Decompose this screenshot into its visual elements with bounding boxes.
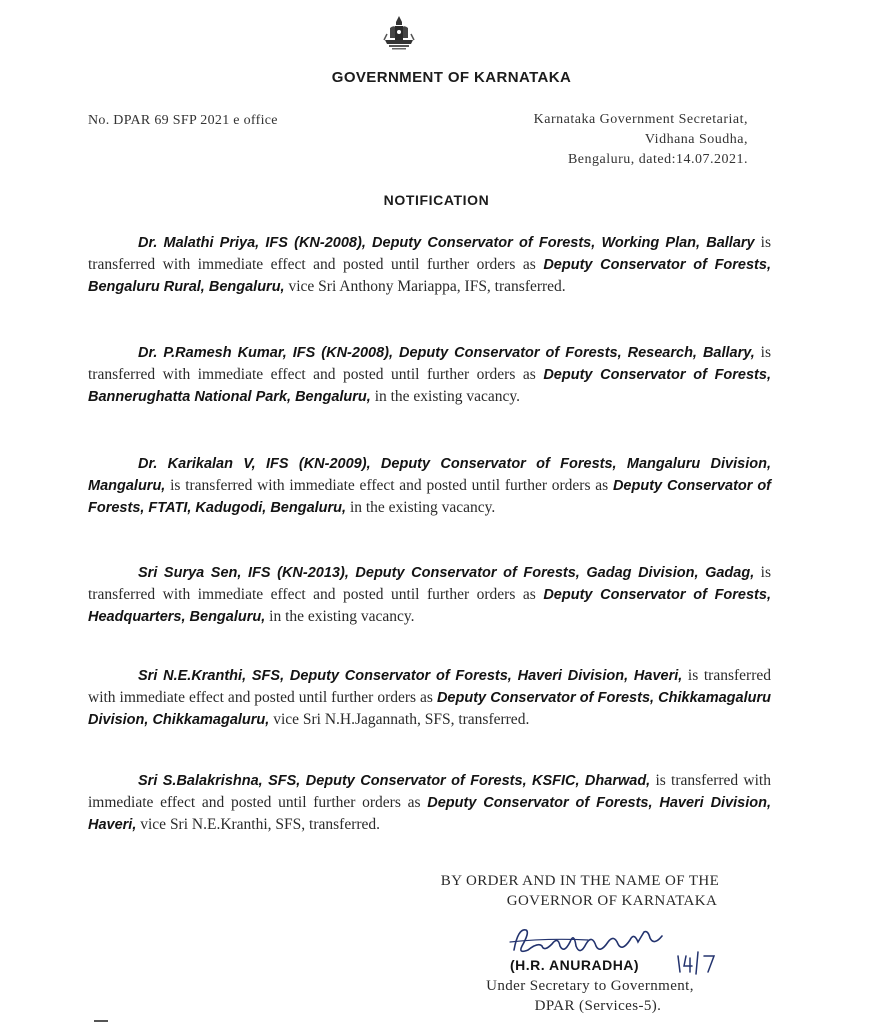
posting-details: Deputy Conservator of Forests, Headquarters, Bengaluru, [88, 587, 771, 625]
reference-number: No. DPAR 69 SFP 2021 e office [88, 113, 278, 128]
paragraph-text: is transferred with immediate effect and posted until further orders as [88, 772, 771, 811]
karnataka-state-emblem-icon [379, 14, 419, 52]
paragraph-text: vice Sri Anthony Mariappa, IFS, transferred. [284, 278, 566, 295]
officer-details: Dr. Malathi Priya, IFS (KN-2008), Deputy Conservator of Forests, Working Plan, Ballary [138, 235, 755, 251]
posting-details: Deputy Conservator of Forests, FTATI, Kadugodi, Bengaluru, [88, 478, 771, 516]
address-line: Vidhana Soudha, [644, 132, 748, 147]
signatory-name: (H.R. ANURADHA) [510, 957, 640, 973]
paragraph-text: is transferred with immediate effect and posted until further orders as [165, 477, 613, 494]
posting-details: Deputy Conservator of Forests, Bengaluru Rural, Bengaluru, [88, 257, 771, 295]
government-heading: GOVERNMENT OF KARNATAKA [331, 69, 572, 86]
paragraph-text: vice Sri N.H.Jagannath, SFS, transferred. [269, 711, 530, 728]
paragraph-text: in the existing vacancy. [265, 608, 415, 625]
paragraph-text: is transferred with immediate effect and posted until further orders as [88, 344, 771, 383]
handwritten-date-icon [674, 950, 722, 976]
posting-details: Deputy Conservator of Forests, Chikkamagaluru Division, Chikkamagaluru, [88, 690, 771, 728]
notification-title: NOTIFICATION [383, 192, 490, 208]
address-line: Bengaluru, dated:14.07.2021. [567, 152, 748, 167]
paragraph-text: vice Sri N.E.Kranthi, SFS, transferred. [136, 816, 381, 833]
officer-details: Dr. Karikalan V, IFS (KN-2009), Deputy Conservator of Forests, Mangaluru Division, Mangaluru, [88, 456, 771, 494]
paragraph-text: in the existing vacancy. [346, 499, 496, 516]
officer-details: Sri S.Balakrishna, SFS, Deputy Conservator of Forests, KSFIC, Dharwad, [138, 773, 651, 789]
transfer-paragraph [88, 453, 771, 519]
designation-line: DPAR (Services-5). [534, 998, 662, 1014]
transfer-paragraph [88, 232, 771, 298]
transfer-paragraph [88, 770, 771, 836]
office-address [430, 110, 748, 170]
posting-details: Deputy Conservator of Forests, Haveri Division, Haveri, [88, 795, 771, 833]
order-line: GOVERNOR OF KARNATAKA [506, 893, 718, 909]
order-line: BY ORDER AND IN THE NAME OF THE [440, 873, 720, 889]
paragraph-text: is transferred with immediate effect and posted until further orders as [88, 234, 771, 273]
paragraph-text: in the existing vacancy. [370, 388, 521, 405]
transfer-paragraph [88, 562, 771, 628]
designation-line: Under Secretary to Government, [486, 978, 694, 994]
paragraph-text: is transferred with immediate effect and posted until further orders as [88, 564, 771, 603]
page-mark [94, 1020, 108, 1022]
posting-details: Deputy Conservator of Forests, Bannerughatta National Park, Bengaluru, [88, 367, 771, 405]
paragraph-text: is transferred with immediate effect and posted until further orders as [88, 667, 771, 706]
officer-details: Sri Surya Sen, IFS (KN-2013), Deputy Conservator of Forests, Gadag Division, Gadag, [138, 565, 755, 581]
officer-details: Dr. P.Ramesh Kumar, IFS (KN-2008), Deputy Conservator of Forests, Research, Ballary, [138, 345, 755, 361]
officer-details: Sri N.E.Kranthi, SFS, Deputy Conservator of Forests, Haveri Division, Haveri, [138, 668, 683, 684]
transfer-paragraph [88, 342, 771, 408]
address-line: Karnataka Government Secretariat, [533, 112, 748, 127]
transfer-paragraph [88, 665, 771, 731]
